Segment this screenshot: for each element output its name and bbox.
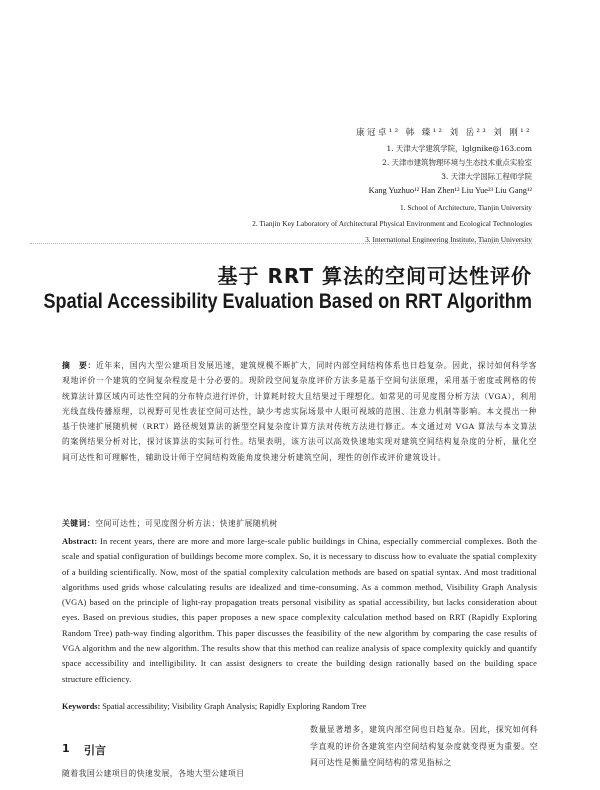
section-title: 引言	[84, 744, 106, 757]
keywords-english	[62, 702, 366, 711]
title-english: Spatial Accessibility Evaluation Based on RRT Algorithm	[43, 290, 532, 313]
authors-chinese: 康冠卓¹² 韩 臻¹² 刘 岳²³ 刘 刚¹²	[356, 127, 532, 137]
abstract-cn-text: 近年来，国内大型公建项目发展迅速，建筑规模不断扩大，同时内部空间结构体系也日趋复杂。因此，探讨如何科学客观地评价一个建筑的空间复杂程度是十分必要的。现阶段空间复杂度评价方法多是基于空间句法原理，采用基于密度或网格的传统算法计算区域内可达性空间的分布特点进行评价，计算耗时较大且结果过于理想化。如常见的可见度图分析方法（VGA），利用光线直线传播原理，以视野可见性表征空间可达性，缺少考虑实际场景中人眼可视域的范围、注意力机制等影响。本文提出一种基于快速扩展随机树（RRT）路径规划算法的新型空间复杂度计算方法对传统方法进行修正。本文通过对 VGA 算法与本文算法的案例结果分析对比，探讨该算法的实际可行性。结果表明，该方法可以高效快速地实现对建筑空间结构复杂度的分析，量化空间可达性和可理解性，辅助设计师于空间结构效能角度快速分析建筑空间，理性的创作或评价建筑设计。	[62, 361, 537, 462]
affiliation-cn-2: 2. 天津市建筑物理环境与生态技术重点实验室	[382, 158, 532, 167]
keywords-cn-text: 空间可达性；可见度图分析方法；快速扩展随机树	[95, 519, 278, 528]
body-column-right: 数量显著增多，建筑内部空间也日趋复杂。因此，探究如何科学直观的评价各建筑室内空间结构复杂度就变得更为重要。空间可达性是衡量空间结构的常见指标之	[310, 725, 538, 767]
abstract-cn-label: 摘 要：	[62, 361, 96, 370]
body-column-left: 随着我国公建项目的快速发展，各地大型公建项目	[62, 769, 245, 778]
affiliation-en-1: 1. School of Architecture, Tianjin University	[400, 203, 532, 212]
authors-english: Kang Yuzhuo¹² Han Zhen¹² Liu Yue²³ Liu Gang¹²	[368, 186, 532, 195]
affiliation-en-3: 3. International Engineering Institute, Tianjin University	[365, 235, 532, 244]
affiliation-cn-1: 1. 天津大学建筑学院，lglgnike@163.com	[386, 144, 532, 153]
keywords-chinese	[62, 518, 278, 529]
abstract-en-text: In recent years, there are more and more large-scale public buildings in China, especially commercial complexes. Both the scale and spatial configuration of buildings become more complex. So, it is necessary to discuss how to evaluate the spatial complexity of a building scientifically. Now, most of the spatial complexity calculation methods are based on spatial syntax. And most traditional algorithms used grids whose calculating results are idealized and time-consuming. As a common method, Visibility Graph Analysis (VGA) based on the principle of light-ray propagation treats personal visibility as spatial accessibility, but lacks consideration about eyes. Based on previous studies, this paper proposes a new space complexity calculation method based on RRT (Rapidly Exploring Random Tree) path-way finding algorithm. This paper discusses the feasibility of the new algorithm by comparing the case results of VGA algorithm and the new algorithm. The results show that this method can realize analysis of space complexity quickly and quantify space accessibility and intelligibility. It can assist designers to create the building design rationally based on the building space structure efficiency.	[62, 537, 537, 684]
header-divider	[30, 243, 532, 244]
abstract-english	[62, 534, 537, 687]
keywords-en-label: Keywords:	[62, 702, 101, 711]
keywords-cn-label: 关键词：	[62, 519, 96, 528]
section-number: 1	[62, 742, 70, 755]
affiliation-cn-3: 3. 天津大学国际工程师学院	[441, 172, 532, 181]
abstract-en-label: Abstract:	[62, 537, 98, 546]
affiliation-en-2: 2. Tianjin Key Laboratory of Architectural Physical Environment and Ecological Technologies	[252, 219, 532, 228]
title-chinese: 基于 RRT 算法的空间可达性评价	[217, 264, 532, 288]
abstract-chinese	[62, 358, 537, 465]
keywords-en-text: Spatial accessibility; Visibility Graph Analysis; Rapidly Exploring Random Tree	[102, 702, 367, 711]
